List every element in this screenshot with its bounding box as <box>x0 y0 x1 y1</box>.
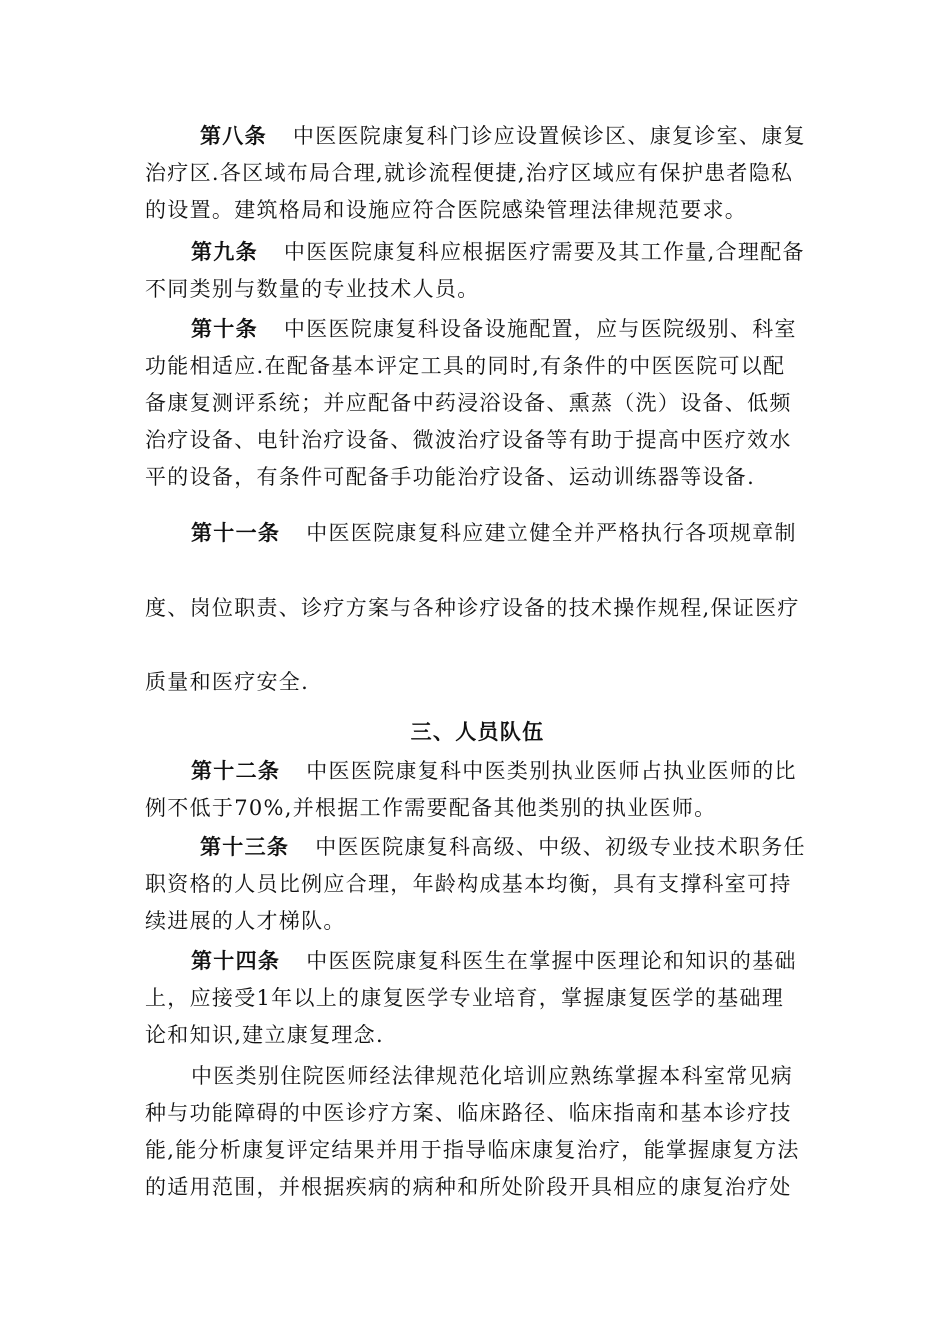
article-10-label: 第十条 <box>191 317 258 341</box>
article-14-label: 第十四条 <box>191 949 281 973</box>
article-10-line-3: 备康复测评系统；并应配备中药浸浴设备、熏蒸（洗）设备、低频 <box>145 391 792 415</box>
article-14 <box>145 943 810 1054</box>
article-12-line-2: 例不低于70%,并根据工作需要配备其他类别的执业医师。 <box>145 796 717 820</box>
article-14-line-1: 中医医院康复科医生在掌握中医理论和知识的基础 <box>306 949 797 973</box>
article-9 <box>145 234 810 308</box>
article-11-label: 第十一条 <box>191 521 281 545</box>
article-10 <box>145 311 810 496</box>
article-8 <box>145 118 810 229</box>
final-line-4: 的适用范围，并根据疾病的病种和所处阶段开具相应的康复治疗处 <box>145 1175 792 1199</box>
article-11-line-3: 质量和医疗安全. <box>145 670 310 694</box>
article-9-label: 第九条 <box>191 240 258 264</box>
article-13-line-3: 续进展的人才梯队。 <box>145 909 346 933</box>
article-10-line-1: 中医医院康复科设备设施配置，应与医院级别、科室 <box>283 317 797 341</box>
article-12-line-1: 中医医院康复科中医类别执业医师占执业医师的比 <box>306 759 797 783</box>
article-13 <box>145 829 810 940</box>
article-10-line-4: 治疗设备、电针治疗设备、微波治疗设备等有助于提高中医疗效水 <box>145 428 792 452</box>
article-13-line-1: 中医医院康复科高级、中级、初级专业技术职务任 <box>315 835 806 859</box>
article-11-line-1: 中医医院康复科应建立健全并严格执行各项规章制 <box>306 521 797 545</box>
article-13-label: 第十三条 <box>200 835 290 859</box>
article-9-line-1: 中医医院康复科应根据医疗需要及其工作量,合理配备 <box>283 240 805 264</box>
article-8-line-2: 治疗区.各区域布局合理,就诊流程便捷,治疗区域应有保护患者隐私 <box>145 161 794 185</box>
article-8-line-1: 中医医院康复科门诊应设置候诊区、康复诊室、康复 <box>292 124 806 148</box>
article-10-line-2: 功能相适应.在配备基本评定工具的同时,有条件的中医医院可以配 <box>145 354 786 378</box>
article-11 <box>145 515 810 552</box>
article-11-line-2: 度、岗位职责、诊疗方案与各种诊疗设备的技术操作规程,保证医疗 <box>145 596 800 620</box>
section-heading: 三、人员队伍 <box>410 720 545 744</box>
article-12-label: 第十二条 <box>191 759 281 783</box>
article-12 <box>145 753 810 827</box>
article-9-line-2: 不同类别与数量的专业技术人员。 <box>145 277 480 301</box>
article-10-line-5: 平的设备，有条件可配备手功能治疗设备、运动训练器等设备. <box>145 465 756 489</box>
article-8-label: 第八条 <box>200 124 267 148</box>
article-14-line-2: 上，应接受1年以上的康复医学专业培育，掌握康复医学的基础理 <box>145 986 785 1010</box>
final-line-1: 中医类别住院医师经法律规范化培训应熟练掌握本科室常见病 <box>191 1064 794 1088</box>
final-line-2: 种与功能障碍的中医诊疗方案、临床路径、临床指南和基本诊疗技 <box>145 1101 792 1125</box>
article-14-line-3: 论和知识,建立康复理念. <box>145 1023 384 1047</box>
paragraph-resident-training <box>145 1058 810 1206</box>
article-11-cont-2 <box>145 664 810 701</box>
article-13-line-2: 职资格的人员比例应合理，年龄构成基本均衡，具有支撑科室可持 <box>145 872 792 896</box>
article-8-line-3: 的设置。建筑格局和设施应符合医院感染管理法律规范要求。 <box>145 198 748 222</box>
article-11-cont-1 <box>145 590 810 627</box>
final-line-3: 能,能分析康复评定结果并用于指导临床康复治疗，能掌握康复方法 <box>145 1138 800 1162</box>
